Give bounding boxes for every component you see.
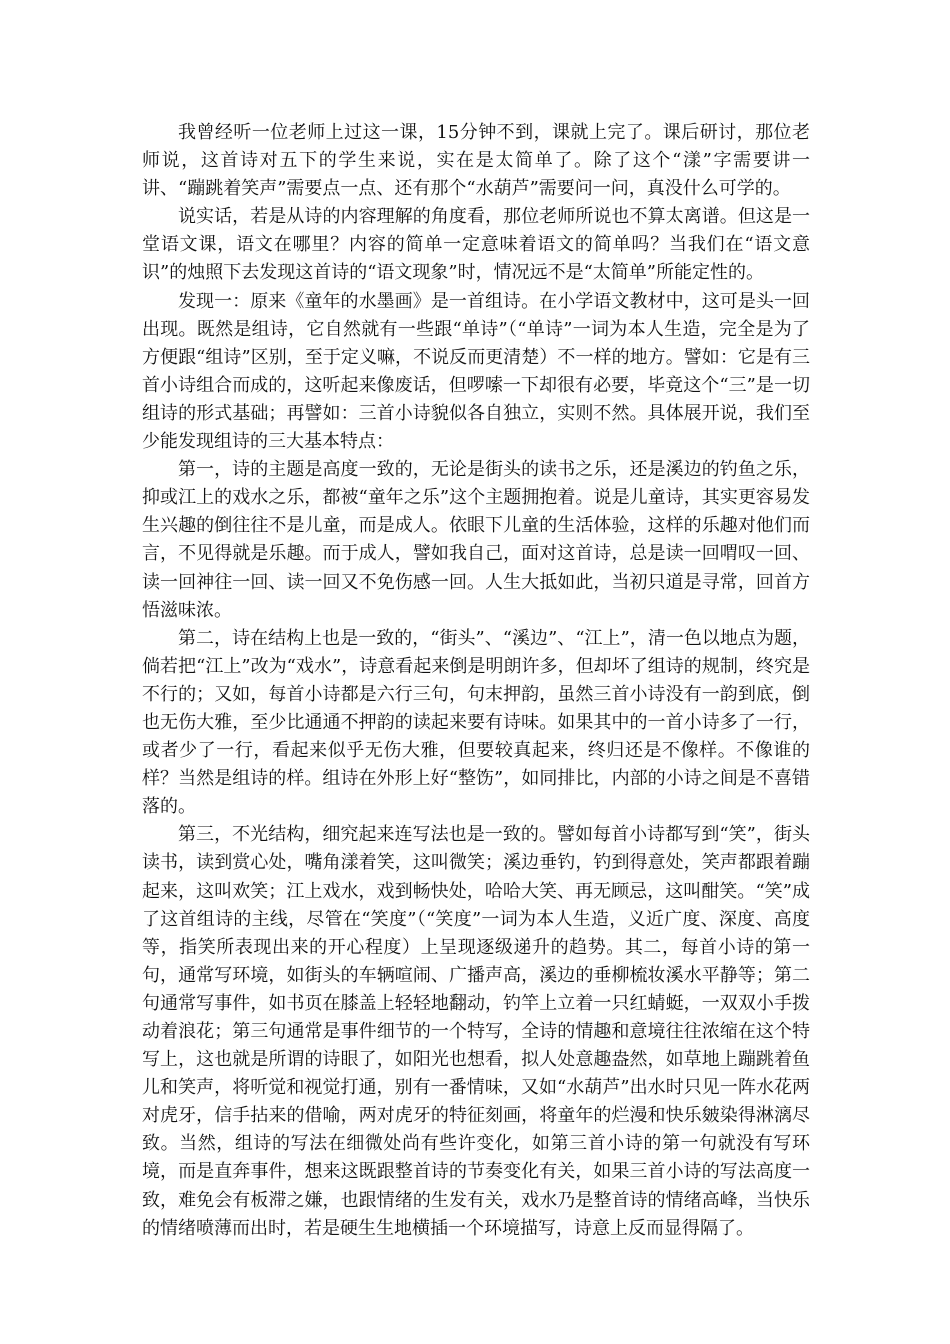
paragraph-honest-opinion: 说实话，若是从诗的内容理解的角度看，那位老师所说也不算太离谱。但这是一堂语文课，语文在哪里？内容的简单一定意味着语文的简单吗？当我们在“语文意识”的烛照下去发现这首诗的“语文现象”时，情况远不是“太简单”所能定性的。 — [142, 206, 810, 284]
paragraph-point-third: 第三，不光结构，细究起来连写法也是一致的。譬如每首小诗都写到“笑”，街头读书，读到赏心处，嘴角漾着笑，这叫微笑；溪边垂钓，钓到得意处，笑声都跟着蹦起来，这叫欢笑；江上戏水，戏到畅快处，哈哈大笑、再无顾忌，这叫酣笑。“笑”成了这首组诗的主线，尽管在“笑度”（“笑度”一词为本人生造，义近广度、深度、高度等，指笑所表现出来的开心程度）上呈现逐级递升的趋势。其二，每首小诗的第一句，通常写环境，如街头的车辆喧闹、广播声高，溪边的垂柳梳妆溪水平静等；第二句通常写事件，如书页在膝盖上轻轻地翻动，钓竿上立着一只红蜻蜓，一双双小手拨动着浪花；第三句通常是事件细节的一个特写，全诗的情趣和意境往往浓缩在这个特写上，这也就是所谓的诗眼了，如阳光也想看，拟人处意趣盎然，如草地上蹦跳着鱼儿和笑声，将听觉和视觉打通，别有一番情味，又如“水葫芦”出水时只见一阵水花两对虎牙，信手拈来的借喻，两对虎牙的特征刻画，将童年的烂漫和快乐皴染得淋漓尽致。当然，组诗的写法在细微处尚有些许变化，如第三首小诗的第一句就没有写环境，而是直奔事件，想来这既跟整首诗的节奏变化有关，如果三首小诗的写法高度一致，难免会有板滞之嫌，也跟情绪的生发有关，戏水乃是整首诗的情绪高峰，当快乐的情绪喷薄而出时，若是硬生生地横插一个环境描写，诗意上反而显得隔了。 — [142, 824, 810, 1239]
paragraph-point-second: 第二，诗在结构上也是一致的，“街头”、“溪边”、“江上”，清一色以地点为题，倘若把“江上”改为“戏水”，诗意看起来倒是明朗许多，但却坏了组诗的规制，终究是不行的；又如，每首小诗都是六行三句，句末押韵，虽然三首小诗没有一韵到底，倒也无伤大雅，至少比通通不押韵的读起来要有诗味。如果其中的一首小诗多了一行，或者少了一行，看起来似乎无伤大雅，但要较真起来，终归还是不像样。不像谁的样？当然是组诗的样。组诗在外形上好“整饬”，如同排比，内部的小诗之间是不喜错落的。 — [142, 627, 810, 818]
paragraph-intro: 我曾经听一位老师上过这一课，15分钟不到，课就上完了。课后研讨，那位老师说，这首诗对五下的学生来说，实在是太简单了。除了这个“漾”字需要讲一讲、“蹦跳着笑声”需要点一点、还有那个“水葫芦”需要问一问，真没什么可学的。 — [142, 122, 810, 200]
document-page — [142, 119, 810, 1243]
paragraph-discovery-one: 发现一：原来《童年的水墨画》是一首组诗。在小学语文教材中，这可是头一回出现。既然是组诗，它自然就有一些跟“单诗”（“单诗”一词为本人生造，完全是为了方便跟“组诗”区别，至于定义嘛，不说反而更清楚）不一样的地方。譬如：它是有三首小诗组合而成的，这听起来像废话，但啰嗦一下却很有必要，毕竟这个“三”是一切组诗的形式基础；再譬如：三首小诗貌似各自独立，实则不然。具体展开说，我们至少能发现组诗的三大基本特点： — [142, 290, 810, 453]
paragraph-point-first: 第一，诗的主题是高度一致的，无论是街头的读书之乐，还是溪边的钓鱼之乐，抑或江上的戏水之乐，都被“童年之乐”这个主题拥抱着。说是儿童诗，其实更容易发生兴趣的倒往往不是儿童，而是成人。依眼下儿童的生活体验，这样的乐趣对他们而言，不见得就是乐趣。而于成人，譬如我自己，面对这首诗，总是读一回喟叹一回、读一回神往一回、读一回又不免伤感一回。人生大抵如此，当初只道是寻常，回首方悟滋味浓。 — [142, 459, 810, 621]
